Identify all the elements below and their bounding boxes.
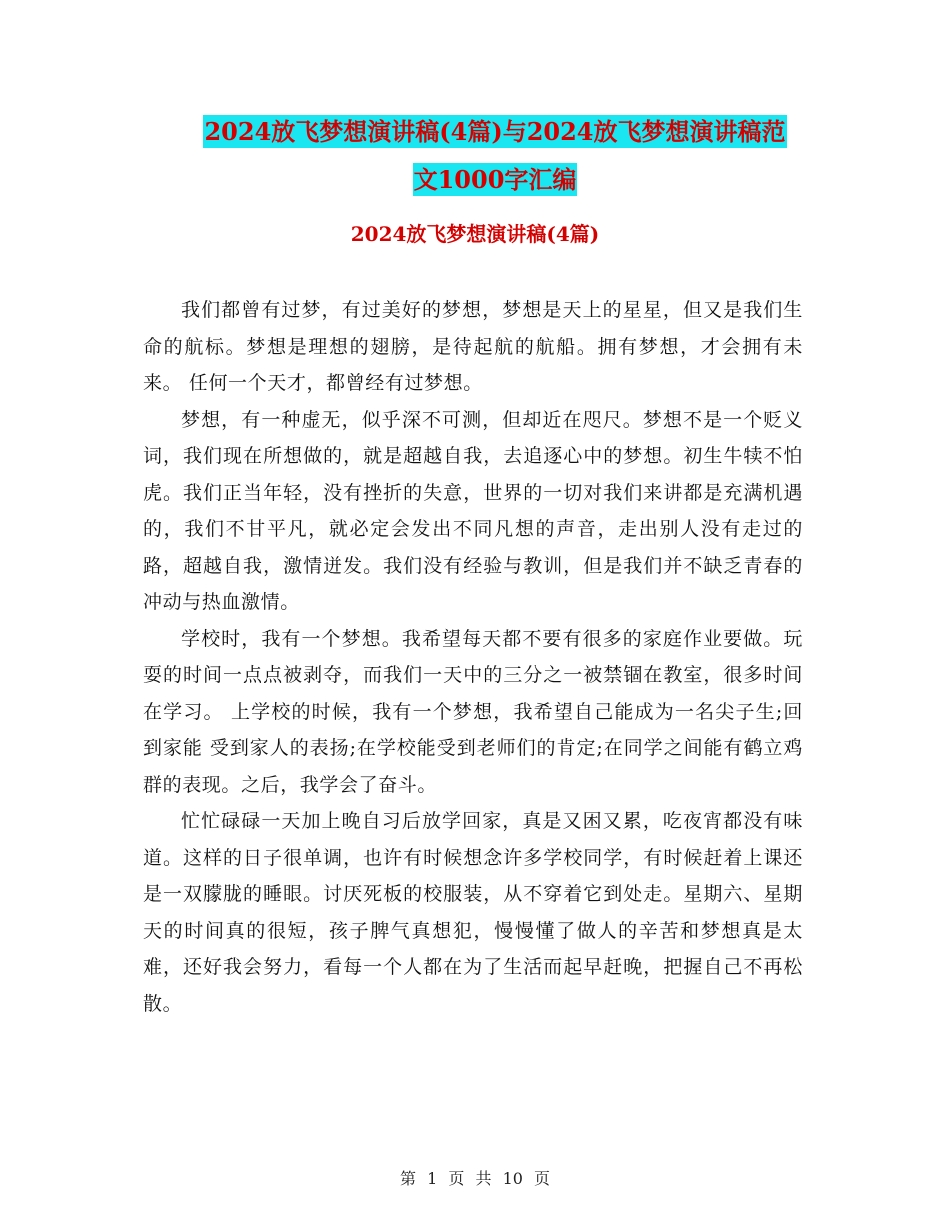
total-label: 共 (475, 1169, 492, 1188)
page-footer (0, 1166, 950, 1189)
page-number: 1 (427, 1169, 438, 1188)
section-heading: 2024放飞梦想演讲稿(4篇) (350, 222, 600, 246)
paragraph: 我们都曾有过梦，有过美好的梦想，梦想是天上的星星，但又是我们生命的航标。梦想是理想的翅膀，是待起航的航船。拥有梦想，才会拥有未来。 任何一个天才，都曾经有过梦想。 (143, 299, 803, 394)
title-line-1: 2024放飞梦想演讲稿(4篇)与2024放飞梦想演讲稿范 (204, 117, 786, 146)
paragraph: 忙忙碌碌一天加上晚自习后放学回家，真是又困又累，吃夜宵都没有味道。这样的日子很单调，也许有时候想念许多学校同学，有时候赶着上课还是一双朦胧的睡眼。讨厌死板的校服装，从不穿着它到处走。星期六、星期天的时间真的很短，孩子脾气真想犯，慢慢懂了做人的辛苦和梦想真是太难，还好我会努力，看每一个人都在为了生活而起早赶晚，把握自己不再松散。 (143, 810, 803, 1015)
total-unit: 页 (534, 1169, 551, 1188)
title-line-2: 文1000字汇编 (413, 165, 577, 194)
page-label: 第 (399, 1169, 416, 1188)
total-pages: 10 (502, 1169, 523, 1188)
document-title (140, 108, 850, 204)
page-unit: 页 (448, 1169, 465, 1188)
paragraph: 梦想，有一种虚无，似乎深不可测，但却近在咫尺。梦想不是一个贬义词，我们现在所想做的，就是超越自我，去追逐心中的梦想。初生牛犊不怕虎。我们正当年轻，没有挫折的失意，世界的一切对我们来讲都是充满机遇的，我们不甘平凡，就必定会发出不同凡想的声音，走出别人没有走过的路，超越自我，激情迸发。我们没有经验与教训，但是我们并不缺乏青春的冲动与热血激情。 (143, 408, 803, 613)
paragraph: 学校时，我有一个梦想。我希望每天都不要有很多的家庭作业要做。玩耍的时间一点点被剥夺，而我们一天中的三分之一被禁锢在教室，很多时间在学习。 上学校的时候，我有一个梦想，我希望自己能成为一名尖子生;回到家能 受到家人的表扬;在学校能受到老师们的肯定;在同学之间能有鹤立鸡群的表现。之后，我学会了奋斗。 (143, 627, 803, 796)
body-text (143, 292, 803, 1022)
